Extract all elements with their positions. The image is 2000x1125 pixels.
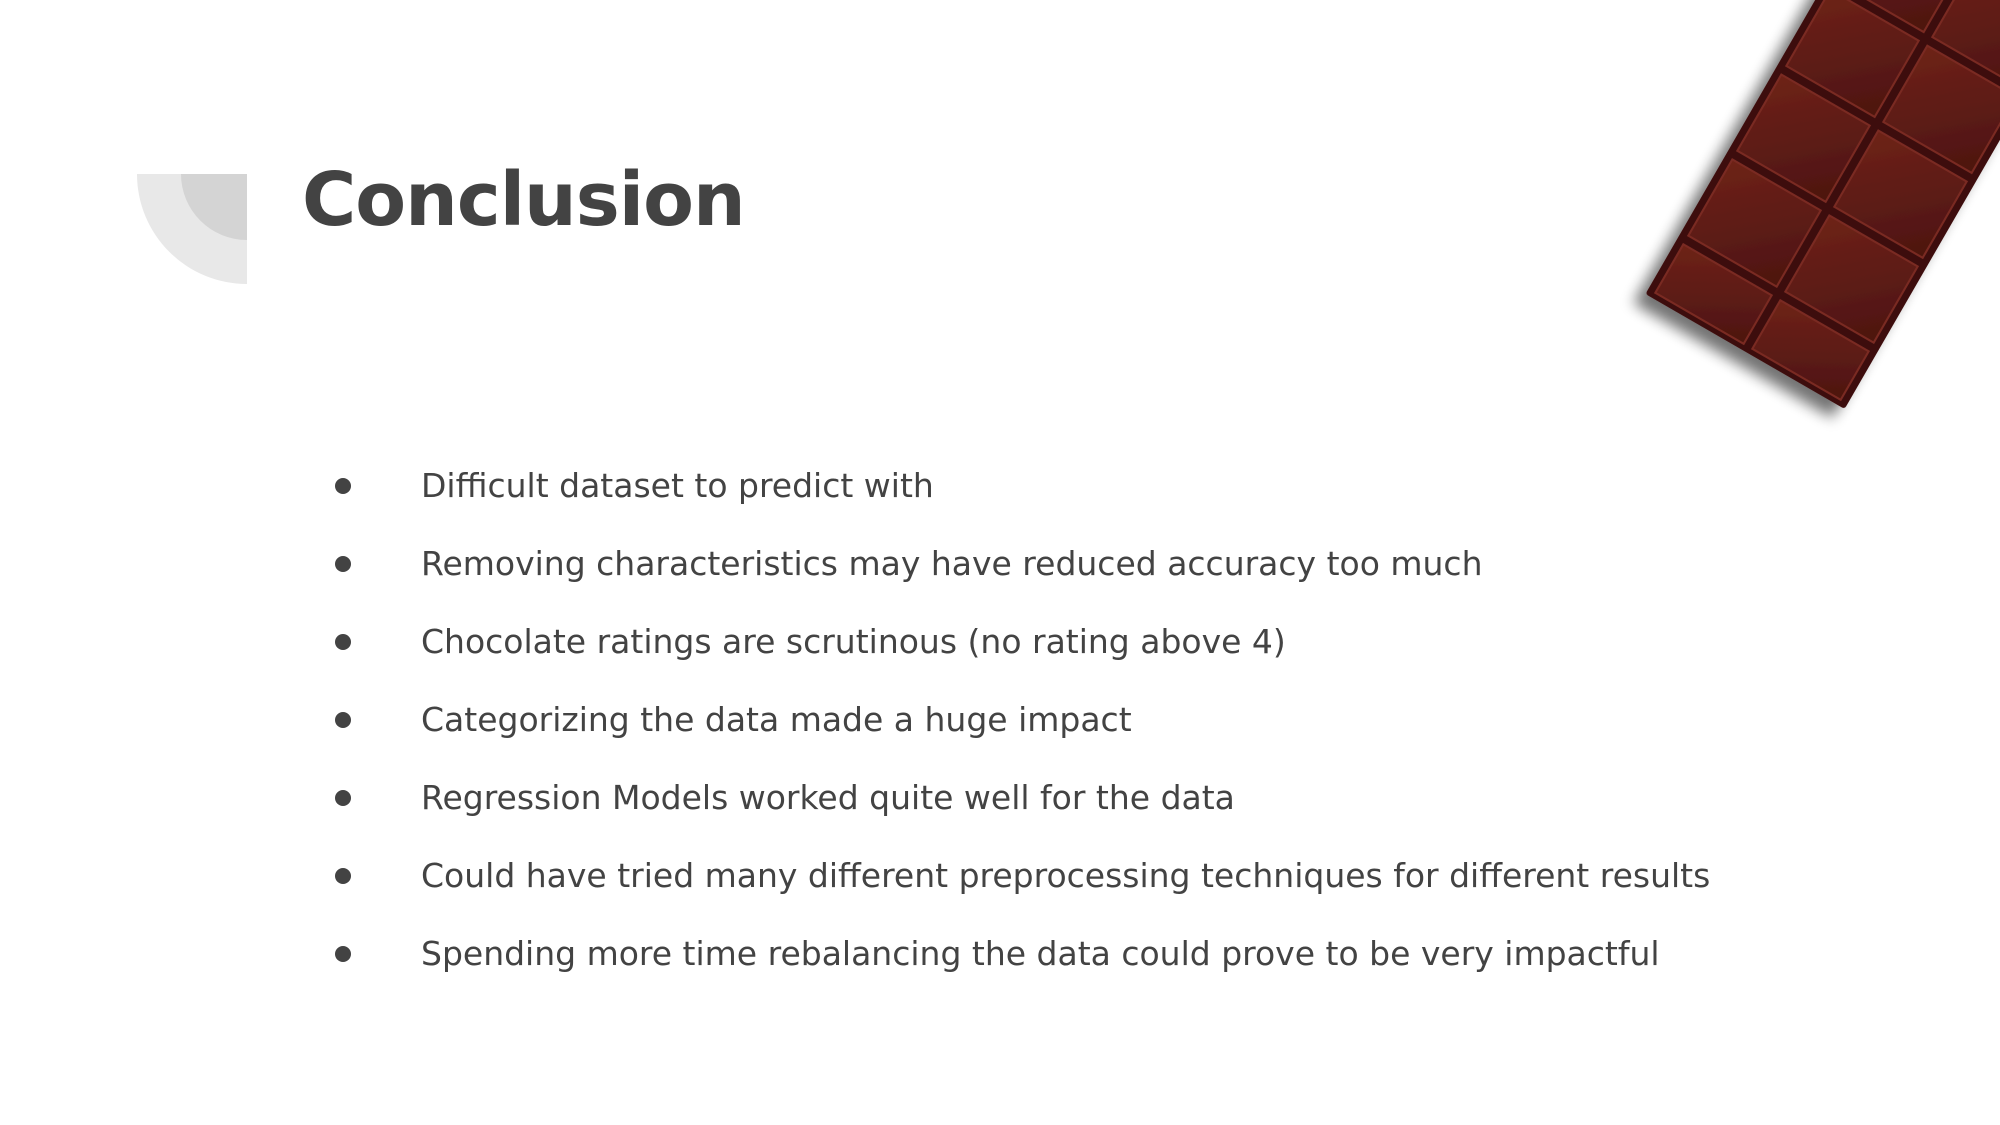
bullet-list	[325, 447, 1710, 993]
slide-title: Conclusion	[302, 157, 745, 243]
bullet-text: Categorizing the data made a huge impact	[421, 700, 1132, 739]
bullet-text: Difficult dataset to predict with	[421, 466, 934, 505]
bullet-item	[325, 447, 1710, 525]
bullet-item	[325, 759, 1710, 837]
bullet-dot-icon	[335, 868, 351, 884]
bullet-item	[325, 915, 1710, 993]
quarter-circle-decoration	[137, 174, 247, 284]
bullet-item	[325, 603, 1710, 681]
bullet-item	[325, 681, 1710, 759]
bullet-dot-icon	[335, 712, 351, 728]
bullet-text: Regression Models worked quite well for the data	[421, 778, 1235, 817]
bullet-dot-icon	[335, 478, 351, 494]
bullet-item	[325, 837, 1710, 915]
bullet-dot-icon	[335, 634, 351, 650]
bullet-text: Could have tried many different preprocessing techniques for different results	[421, 856, 1711, 895]
bullet-item	[325, 525, 1710, 603]
chocolate-bar-image	[1620, 0, 2000, 440]
bullet-text: Chocolate ratings are scrutinous (no rating above 4)	[421, 622, 1286, 661]
bullet-text: Spending more time rebalancing the data could prove to be very impactful	[421, 934, 1660, 973]
bullet-dot-icon	[335, 790, 351, 806]
bullet-text: Removing characteristics may have reduced accuracy too much	[421, 544, 1483, 583]
bullet-dot-icon	[335, 556, 351, 572]
bullet-dot-icon	[335, 946, 351, 962]
